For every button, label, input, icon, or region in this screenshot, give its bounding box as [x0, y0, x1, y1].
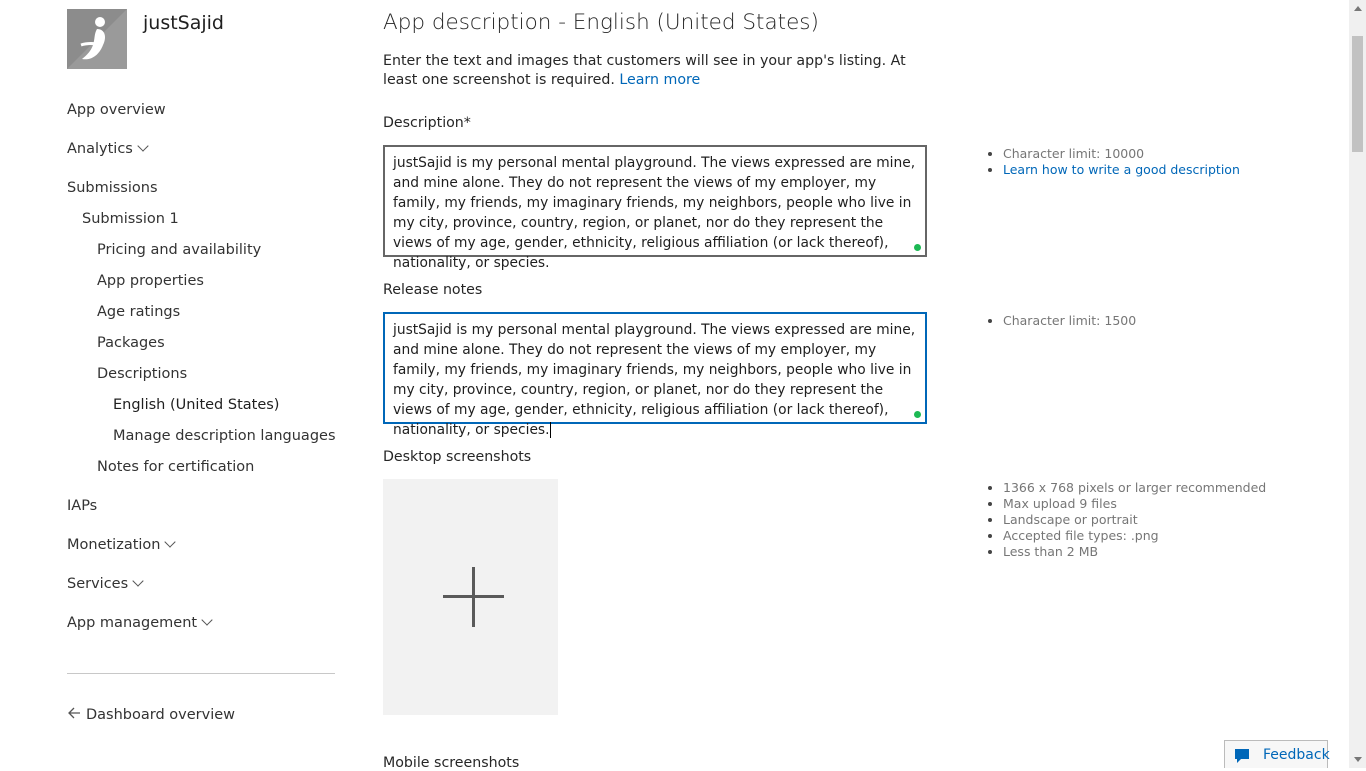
nav-iaps[interactable]: IAPs	[67, 498, 98, 514]
dashboard-overview-link[interactable]: Dashboard overview	[67, 707, 235, 723]
hint-item: • Landscape or portrait	[1003, 512, 1266, 528]
add-desktop-screenshot-button[interactable]	[383, 479, 558, 715]
app-logo	[67, 9, 127, 69]
nav-packages[interactable]: Packages	[97, 335, 165, 351]
desktop-screenshot-hints	[987, 480, 1266, 560]
learn-more-link[interactable]: Learn more	[619, 72, 701, 88]
nav-monetization[interactable]: Monetization	[67, 537, 174, 553]
nav-english-united-states[interactable]: English (United States)	[113, 397, 280, 413]
nav-submission-1[interactable]: Submission 1	[82, 211, 179, 227]
back-arrow-icon	[67, 706, 81, 720]
release-notes-hints	[987, 313, 1136, 329]
hint-item: • Character limit: 10000	[1003, 146, 1240, 162]
hint-item	[1003, 162, 1240, 178]
hint-item: • Character limit: 1500	[1003, 313, 1136, 329]
chevron-down-icon	[132, 575, 143, 586]
description-hints	[987, 146, 1240, 178]
desktop-screenshots-label: Desktop screenshots	[383, 449, 532, 465]
nav-submissions[interactable]: Submissions	[67, 180, 158, 196]
feedback-icon	[1235, 749, 1249, 759]
status-dot	[914, 411, 921, 418]
text-cursor	[550, 422, 551, 438]
hint-item: • Max upload 9 files	[1003, 496, 1266, 512]
hint-item: • 1366 x 768 pixels or larger recommended	[1003, 480, 1266, 496]
nav-app-management[interactable]: App management	[67, 615, 211, 631]
nav-age-ratings[interactable]: Age ratings	[97, 304, 181, 320]
release-notes-label: Release notes	[383, 282, 483, 298]
nav-descriptions[interactable]: Descriptions	[97, 366, 188, 382]
mobile-screenshots-label: Mobile screenshots	[383, 755, 520, 771]
plus-icon	[443, 595, 504, 598]
write-good-description-link[interactable]: Learn how to write a good description	[1003, 162, 1240, 177]
hint-item: • Accepted file types: .png	[1003, 528, 1266, 544]
sidebar-nav	[67, 0, 335, 768]
chevron-down-icon	[165, 536, 176, 547]
vertical-scrollbar[interactable]	[1349, 0, 1366, 768]
hint-item: • Less than 2 MB	[1003, 544, 1266, 560]
nav-manage-description-languages[interactable]: Manage description languages	[113, 428, 336, 444]
feedback-button[interactable]: Feedback	[1224, 740, 1328, 768]
description-label: Description*	[383, 115, 471, 131]
chevron-down-icon	[137, 140, 148, 151]
nav-analytics[interactable]: Analytics	[67, 141, 147, 157]
nav-app-overview[interactable]: App overview	[67, 102, 166, 118]
chevron-down-icon	[201, 614, 212, 625]
nav-pricing-availability[interactable]: Pricing and availability	[97, 242, 262, 258]
nav-services[interactable]: Services	[67, 576, 142, 592]
scroll-up-icon[interactable]	[1354, 6, 1362, 11]
release-notes-textarea[interactable]: justSajid is my personal mental playground. The views expressed are mine, and mine alone. They do not represent the views of my employer, my family, my friends, my imaginary friends, my neighbors, people who live in my city, province, country, region, or planet, nor do they represent the views of my age, gender, ethnicity, religious affiliation (or lack thereof), nationality, or species.	[383, 312, 927, 424]
intro-text: Enter the text and images that customers will see in your app's listing. At least one screenshot is required. Learn more	[383, 53, 906, 88]
page-title: App description - English (United States)	[383, 10, 819, 35]
scroll-thumb[interactable]	[1352, 36, 1363, 152]
nav-app-properties[interactable]: App properties	[97, 273, 204, 289]
status-dot	[914, 244, 921, 251]
sidebar-divider	[67, 673, 335, 674]
nav-notes-for-certification[interactable]: Notes for certification	[97, 459, 255, 475]
scroll-down-icon[interactable]	[1354, 757, 1362, 762]
description-textarea[interactable]: justSajid is my personal mental playground. The views expressed are mine, and mine alone. They do not represent the views of my employer, my family, my friends, my imaginary friends, my neighbors, people who live in my city, province, country, region, or planet, nor do they represent the views of my age, gender, ethnicity, religious affiliation (or lack thereof), nationality, or species.	[383, 145, 927, 257]
app-name: justSajid	[143, 12, 224, 34]
